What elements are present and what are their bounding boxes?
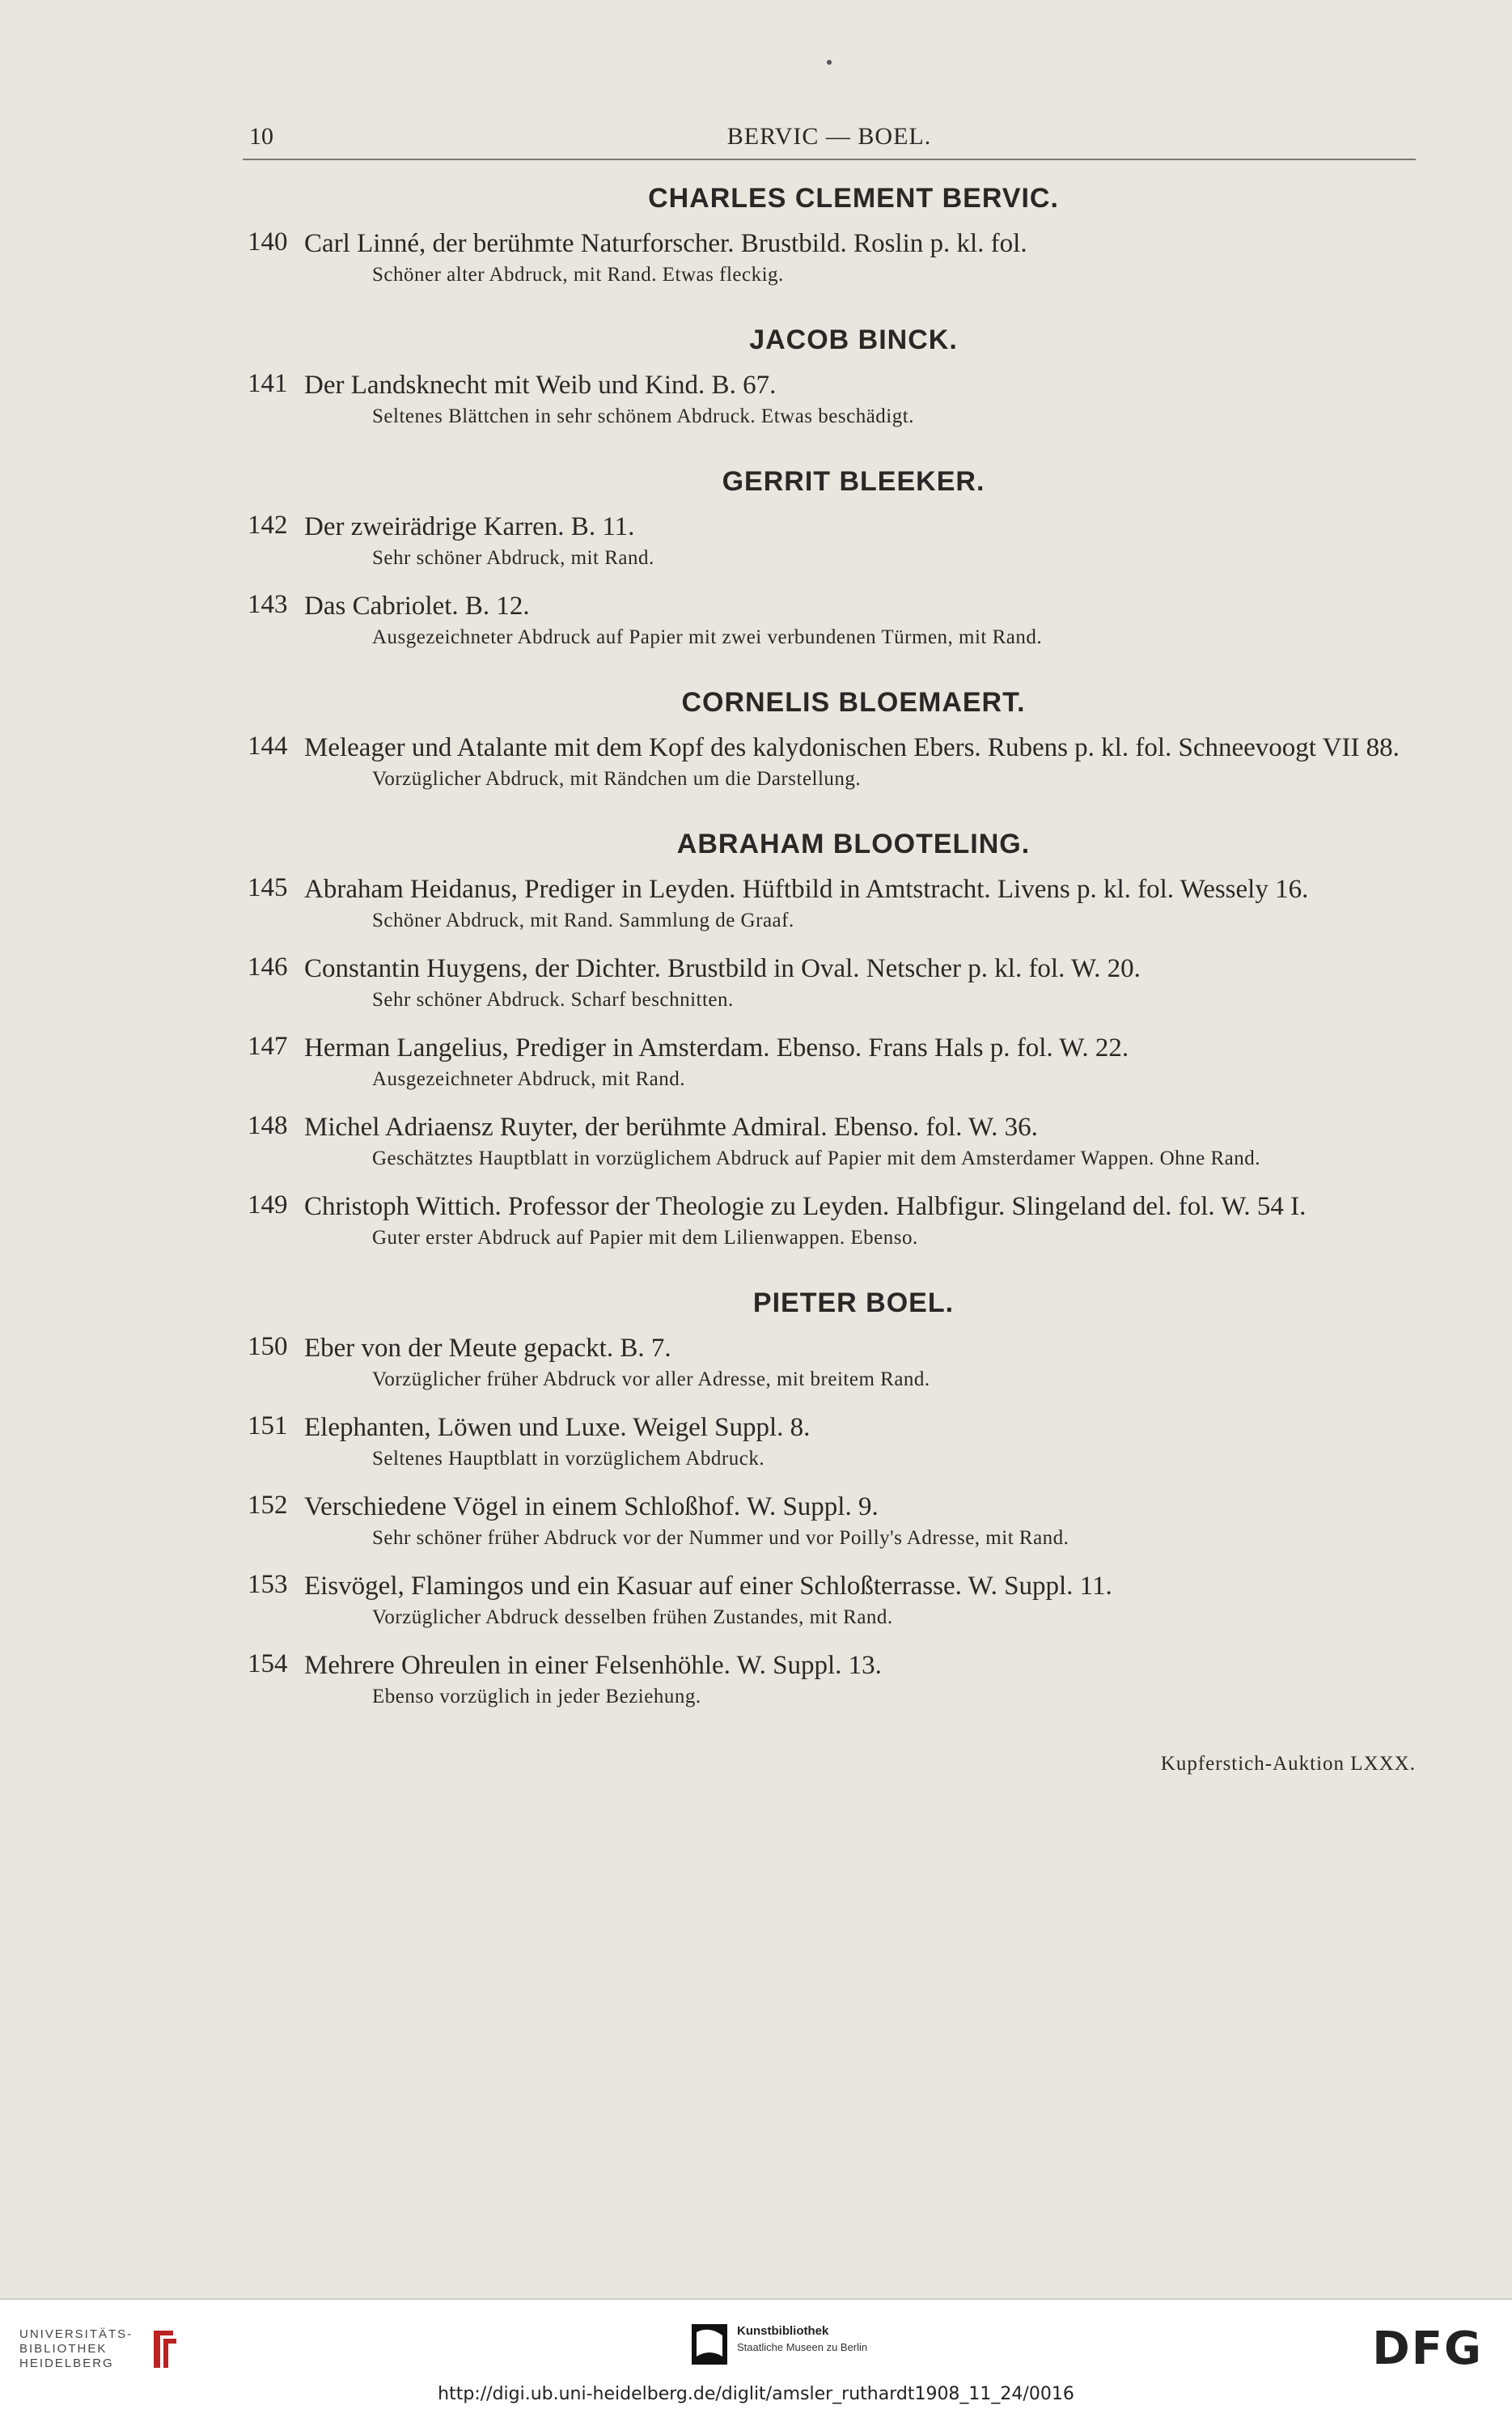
running-head xyxy=(243,112,1416,160)
lot-title: Eber von der Meute gepackt. B. 7. xyxy=(304,1334,671,1363)
lot-entry xyxy=(243,1332,1416,1394)
permalink-url[interactable]: http://digi.ub.uni-heidelberg.de/diglit/amsler_ruthardt1908_11_24/0016 xyxy=(438,2384,1074,2404)
artist-heading: CORNELIS BLOEMAERT. xyxy=(681,687,1026,718)
lot-entry xyxy=(243,227,1416,289)
auction-signature: Kupferstich-Auktion LXXX. xyxy=(1160,1753,1416,1775)
lot-entry xyxy=(243,1491,1416,1552)
university-library-logo[interactable] xyxy=(19,2327,181,2371)
lot-title: Elephanten, Löwen und Luxe. Weigel Suppl. 8. xyxy=(304,1413,811,1442)
lot-entry xyxy=(243,1411,1416,1473)
lot-entry xyxy=(243,1649,1416,1711)
lot-note: Schöner Abdruck, mit Rand. Sammlung de Graaf. xyxy=(372,910,794,931)
kb-title: Kunstbibliothek xyxy=(737,2324,829,2338)
page-number: 10 xyxy=(249,123,273,150)
lot-entry xyxy=(243,732,1416,793)
university-name: UNIVERSITÄTS- BIBLIOTHEK HEIDELBERG xyxy=(19,2327,133,2370)
kb-subtitle: Staatliche Museen zu Berlin xyxy=(737,2341,868,2353)
lot-number: 151 xyxy=(248,1411,288,1440)
artist-heading: JACOB BINCK. xyxy=(749,325,958,355)
lot-note: Sehr schöner früher Abdruck vor der Nummer und vor Poilly's Adresse, mit Rand. xyxy=(372,1527,1069,1549)
lot-entry xyxy=(243,1111,1416,1173)
lot-title: Verschiedene Vögel in einem Schloßhof. W. Suppl. 9. xyxy=(304,1492,879,1521)
lot-title: Eisvögel, Flamingos und ein Kasuar auf einer Schloßterrasse. W. Suppl. 11. xyxy=(304,1572,1112,1601)
lot-note: Ebenso vorzüglich in jeder Beziehung. xyxy=(372,1686,701,1707)
lot-number: 143 xyxy=(248,590,288,619)
lot-note: Vorzüglicher Abdruck, mit Rändchen um die Darstellung. xyxy=(372,768,862,790)
lot-number: 140 xyxy=(248,227,288,257)
running-title: BERVIC — BOEL. xyxy=(726,123,932,150)
catalog-page xyxy=(243,112,1416,1775)
lot-number: 153 xyxy=(248,1570,288,1599)
lot-number: 145 xyxy=(248,873,288,902)
lot-entry xyxy=(243,1570,1416,1631)
lot-number: 146 xyxy=(248,952,288,982)
lot-title: Der Landsknecht mit Weib und Kind. B. 67. xyxy=(304,371,777,400)
lot-number: 144 xyxy=(248,732,288,761)
lot-note: Seltenes Blättchen in sehr schönem Abdruck. Etwas beschädigt. xyxy=(372,405,914,427)
dfg-logo[interactable]: DFG xyxy=(1372,2323,1483,2375)
lot-entry xyxy=(243,1032,1416,1093)
lot-title: Carl Linné, der berühmte Naturforscher. Brustbild. Roslin p. kl. fol. xyxy=(304,229,1027,258)
lot-entry xyxy=(243,1190,1416,1252)
lot-note: Vorzüglicher früher Abdruck vor aller Adresse, mit breitem Rand. xyxy=(372,1368,930,1390)
artist-heading: ABRAHAM BLOOTELING. xyxy=(676,829,1031,859)
artist-heading: PIETER BOEL. xyxy=(752,1287,955,1318)
lot-note: Ausgezeichneter Abdruck auf Papier mit zwei verbundenen Türmen, mit Rand. xyxy=(372,626,1043,648)
lot-note: Schöner alter Abdruck, mit Rand. Etwas fleckig. xyxy=(372,264,784,286)
lot-title: Der zweirädrige Karren. B. 11. xyxy=(304,512,635,541)
lot-number: 150 xyxy=(248,1332,288,1361)
lot-number: 142 xyxy=(248,511,288,540)
artist-heading: GERRIT BLEEKER. xyxy=(722,466,985,497)
lot-number: 154 xyxy=(248,1649,288,1678)
lot-title: Das Cabriolet. B. 12. xyxy=(304,592,530,621)
lot-entry xyxy=(243,952,1416,1014)
lot-title: Abraham Heidanus, Prediger in Leyden. Hüftbild in Amtstracht. Livens p. kl. fol. Wessely 16. xyxy=(304,875,1309,904)
lot-entry xyxy=(243,873,1416,935)
lot-entry xyxy=(243,369,1416,431)
lot-title: Christoph Wittich. Professor der Theologie zu Leyden. Halbfigur. Slingeland del. fol. W. 54 I. xyxy=(304,1192,1307,1221)
lot-entry xyxy=(243,590,1416,651)
lot-note: Sehr schöner Abdruck. Scharf beschnitten. xyxy=(372,989,734,1011)
viewer-footer xyxy=(0,2298,1512,2379)
lot-number: 149 xyxy=(248,1190,288,1220)
lot-entry xyxy=(243,511,1416,572)
university-emblem-icon xyxy=(146,2327,181,2371)
lot-note: Vorzüglicher Abdruck desselben frühen Zustandes, mit Rand. xyxy=(372,1606,893,1628)
lot-number: 141 xyxy=(248,369,288,398)
lot-number: 148 xyxy=(248,1111,288,1140)
ink-speck xyxy=(827,60,832,65)
lot-note: Seltenes Hauptblatt in vorzüglichem Abdruck. xyxy=(372,1448,765,1470)
lot-title: Meleager und Atalante mit dem Kopf des kalydonischen Ebers. Rubens p. kl. fol. Schneevoogt VII 88. xyxy=(304,733,1400,762)
lot-note: Geschätztes Hauptblatt in vorzüglichem Abdruck auf Papier mit dem Amsterdamer Wappen. Ohne Rand. xyxy=(372,1147,1261,1169)
lot-number: 147 xyxy=(248,1032,288,1061)
lot-title: Constantin Huygens, der Dichter. Brustbild in Oval. Netscher p. kl. fol. W. 20. xyxy=(304,954,1141,983)
kunstbibliothek-emblem-icon xyxy=(692,2324,727,2365)
lot-note: Sehr schöner Abdruck, mit Rand. xyxy=(372,547,654,569)
lot-note: Ausgezeichneter Abdruck, mit Rand. xyxy=(372,1068,686,1090)
lot-title: Mehrere Ohreulen in einer Felsenhöhle. W. Suppl. 13. xyxy=(304,1651,882,1680)
lot-title: Michel Adriaensz Ruyter, der berühmte Admiral. Ebenso. fol. W. 36. xyxy=(304,1113,1038,1142)
lot-number: 152 xyxy=(248,1491,288,1520)
kunstbibliothek-logo[interactable] xyxy=(692,2324,867,2365)
lot-note: Guter erster Abdruck auf Papier mit dem Lilienwappen. Ebenso. xyxy=(372,1227,918,1249)
lot-title: Herman Langelius, Prediger in Amsterdam. Ebenso. Frans Hals p. fol. W. 22. xyxy=(304,1033,1129,1063)
artist-heading: CHARLES CLEMENT BERVIC. xyxy=(648,183,1059,214)
